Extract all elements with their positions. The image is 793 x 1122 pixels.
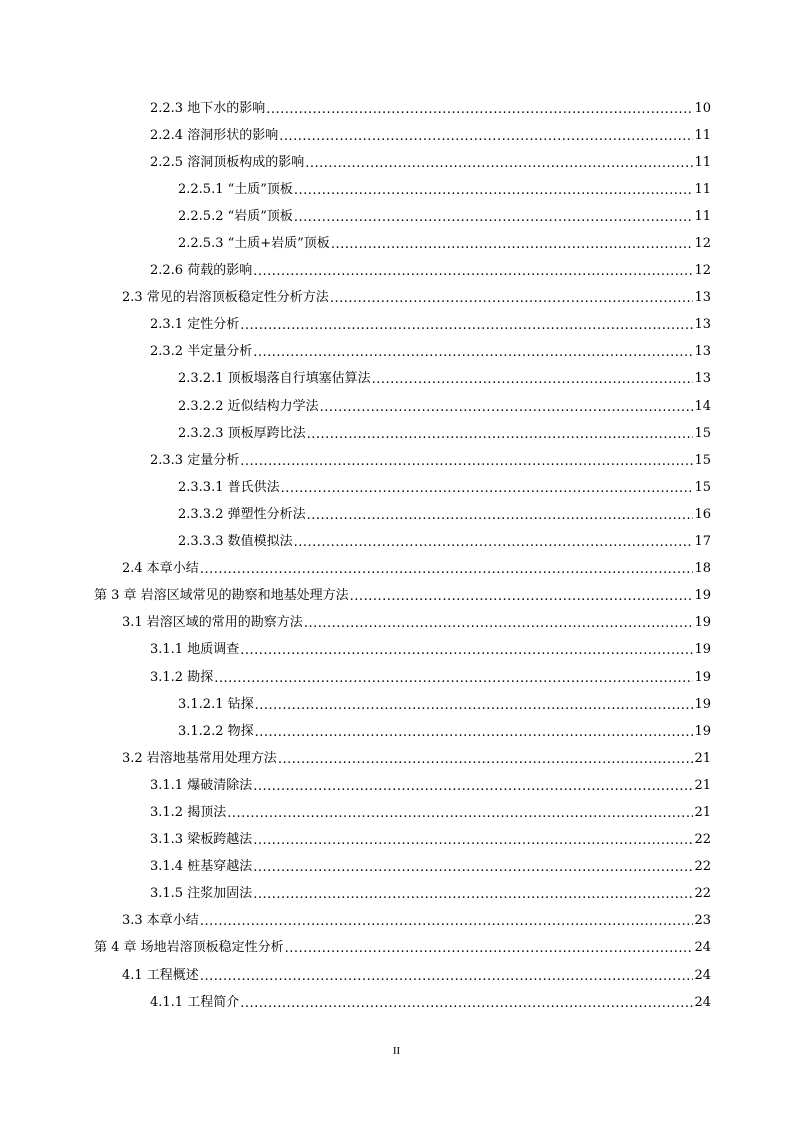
toc-entry-page: 18 bbox=[694, 561, 711, 577]
toc-dot-leader bbox=[200, 562, 694, 578]
toc-entry-label: 2.3.3.3 数值模拟法 bbox=[178, 534, 293, 550]
toc-entry[interactable] bbox=[0, 176, 793, 203]
toc-entry-label: 第 4 章 场地岩溶顶板稳定性分析 bbox=[94, 940, 284, 956]
toc-entry[interactable] bbox=[0, 203, 793, 230]
toc-dot-leader bbox=[305, 156, 693, 172]
toc-entry[interactable] bbox=[0, 366, 793, 393]
toc-dot-leader bbox=[214, 671, 693, 687]
toc-dot-leader bbox=[227, 806, 693, 822]
toc-entry[interactable] bbox=[0, 935, 793, 962]
toc-entry-page: 12 bbox=[694, 236, 711, 252]
toc-entry[interactable] bbox=[0, 556, 793, 583]
toc-entry-page: 15 bbox=[694, 479, 711, 495]
toc-entry[interactable] bbox=[0, 339, 793, 366]
table-of-contents bbox=[0, 95, 793, 1016]
toc-entry-label: 4.1.1 工程简介 bbox=[150, 994, 240, 1010]
toc-entry[interactable] bbox=[0, 474, 793, 501]
toc-dot-leader bbox=[253, 264, 693, 280]
toc-entry-label: 3.1.5 注浆加固法 bbox=[150, 886, 253, 902]
toc-entry[interactable] bbox=[0, 230, 793, 257]
toc-entry[interactable] bbox=[0, 881, 793, 908]
toc-entry-label: 2.2.3 地下水的影响 bbox=[150, 100, 266, 116]
toc-entry-page: 19 bbox=[694, 696, 711, 712]
toc-entry[interactable] bbox=[0, 447, 793, 474]
toc-entry[interactable] bbox=[0, 772, 793, 799]
toc-dot-leader bbox=[294, 183, 694, 199]
toc-dot-leader bbox=[255, 725, 694, 741]
toc-dot-leader bbox=[255, 698, 694, 714]
toc-entry-page: 24 bbox=[694, 940, 711, 956]
toc-dot-leader bbox=[294, 210, 694, 226]
toc-dot-leader bbox=[320, 400, 694, 416]
toc-entry-label: 2.4 本章小结 bbox=[122, 561, 199, 577]
toc-entry-label: 2.3.3.2 弹塑性分析法 bbox=[178, 506, 306, 522]
toc-entry-label: 3.1.4 桩基穿越法 bbox=[150, 859, 253, 875]
toc-entry[interactable] bbox=[0, 854, 793, 881]
toc-entry-label: 2.2.6 荷载的影响 bbox=[150, 263, 253, 279]
toc-entry[interactable] bbox=[0, 420, 793, 447]
toc-dot-leader bbox=[200, 914, 694, 930]
toc-entry[interactable] bbox=[0, 312, 793, 339]
toc-entry-page: 24 bbox=[694, 967, 711, 983]
toc-entry-label: 2.3.2 半定量分析 bbox=[150, 344, 253, 360]
toc-entry-page: 12 bbox=[694, 263, 711, 279]
toc-dot-leader bbox=[307, 427, 694, 443]
toc-entry-page: 11 bbox=[694, 208, 711, 224]
toc-entry[interactable] bbox=[0, 718, 793, 745]
toc-entry-label: 2.3.2.1 顶板塌落自行填塞估算法 bbox=[178, 371, 371, 387]
toc-dot-leader bbox=[304, 616, 694, 632]
toc-entry-label: 3.1.2 揭顶法 bbox=[150, 804, 227, 820]
toc-entry-page: 21 bbox=[694, 804, 711, 820]
toc-entry[interactable] bbox=[0, 691, 793, 718]
toc-entry-page: 22 bbox=[694, 886, 711, 902]
toc-dot-leader bbox=[330, 291, 694, 307]
toc-entry-page: 11 bbox=[694, 154, 711, 170]
toc-dot-leader bbox=[294, 535, 694, 551]
toc-entry-label: 3.1.2.1 钻探 bbox=[178, 696, 254, 712]
toc-entry-label: 3.1 岩溶区域的常用的勘察方法 bbox=[122, 615, 303, 631]
toc-entry[interactable] bbox=[0, 95, 793, 122]
toc-entry[interactable] bbox=[0, 962, 793, 989]
toc-entry-label: 3.1.1 地质调查 bbox=[150, 642, 240, 658]
toc-entry-label: 2.2.5.3 “土质+岩质”顶板 bbox=[178, 236, 330, 252]
toc-entry-label: 2.2.5.2 “岩质”顶板 bbox=[178, 208, 293, 224]
toc-entry[interactable] bbox=[0, 799, 793, 826]
toc-dot-leader bbox=[253, 833, 693, 849]
toc-entry[interactable] bbox=[0, 529, 793, 556]
toc-entry-label: 3.2 岩溶地基常用处理方法 bbox=[122, 750, 277, 766]
toc-dot-leader bbox=[331, 237, 694, 253]
toc-entry-page: 11 bbox=[694, 127, 711, 143]
toc-entry[interactable] bbox=[0, 122, 793, 149]
toc-entry-label: 第 3 章 岩溶区域常见的勘察和地基处理方法 bbox=[94, 588, 349, 604]
toc-entry-label: 2.2.4 溶洞形状的影响 bbox=[150, 127, 279, 143]
toc-entry-label: 2.3.1 定性分析 bbox=[150, 317, 240, 333]
toc-dot-leader bbox=[200, 969, 694, 985]
toc-dot-leader bbox=[372, 372, 694, 388]
toc-entry-page: 19 bbox=[694, 723, 711, 739]
toc-entry-label: 3.1.1 爆破清除法 bbox=[150, 777, 253, 793]
toc-entry-page: 19 bbox=[694, 588, 711, 604]
toc-entry-page: 13 bbox=[694, 344, 711, 360]
toc-entry-page: 24 bbox=[694, 994, 711, 1010]
toc-entry-label: 4.1 工程概述 bbox=[122, 967, 199, 983]
toc-entry-page: 19 bbox=[694, 615, 711, 631]
toc-dot-leader bbox=[281, 481, 694, 497]
toc-entry[interactable] bbox=[0, 637, 793, 664]
toc-entry-page: 22 bbox=[694, 832, 711, 848]
toc-dot-leader bbox=[253, 860, 693, 876]
toc-entry-page: 21 bbox=[694, 750, 711, 766]
toc-entry-label: 3.1.2 勘探 bbox=[150, 669, 214, 685]
toc-entry-page: 19 bbox=[694, 669, 711, 685]
toc-entry[interactable] bbox=[0, 610, 793, 637]
toc-entry[interactable] bbox=[0, 989, 793, 1016]
toc-entry-label: 2.3.3.1 普氏供法 bbox=[178, 479, 280, 495]
toc-dot-leader bbox=[240, 454, 693, 470]
toc-entry-label: 2.3.2.2 近似结构力学法 bbox=[178, 398, 319, 414]
toc-entry-label: 2.3.2.3 顶板厚跨比法 bbox=[178, 425, 306, 441]
toc-entry-label: 3.1.2.2 物探 bbox=[178, 723, 254, 739]
toc-entry-label: 3.1.3 梁板跨越法 bbox=[150, 832, 253, 848]
toc-dot-leader bbox=[285, 941, 694, 957]
toc-entry-page: 23 bbox=[694, 913, 711, 929]
toc-entry-page: 17 bbox=[694, 534, 711, 550]
toc-entry[interactable] bbox=[0, 285, 793, 312]
toc-entry-page: 13 bbox=[694, 371, 711, 387]
toc-dot-leader bbox=[240, 643, 693, 659]
toc-entry[interactable] bbox=[0, 745, 793, 772]
toc-dot-leader bbox=[278, 752, 694, 768]
toc-dot-leader bbox=[253, 345, 693, 361]
toc-entry[interactable] bbox=[0, 501, 793, 528]
toc-entry-label: 2.2.5 溶洞顶板构成的影响 bbox=[150, 154, 305, 170]
toc-dot-leader bbox=[350, 589, 694, 605]
toc-entry-page: 14 bbox=[694, 398, 711, 414]
toc-dot-leader bbox=[307, 508, 694, 524]
toc-dot-leader bbox=[240, 996, 693, 1012]
toc-entry-page: 21 bbox=[694, 777, 711, 793]
toc-entry-page: 15 bbox=[694, 452, 711, 468]
toc-entry-label: 2.3.3 定量分析 bbox=[150, 452, 240, 468]
toc-dot-leader bbox=[240, 318, 693, 334]
toc-entry[interactable] bbox=[0, 393, 793, 420]
toc-entry-page: 13 bbox=[694, 290, 711, 306]
toc-entry-page: 11 bbox=[694, 181, 711, 197]
toc-entry-page: 15 bbox=[694, 425, 711, 441]
toc-entry-label: 2.2.5.1 “土质”顶板 bbox=[178, 181, 293, 197]
toc-dot-leader bbox=[266, 102, 693, 118]
toc-entry-page: 22 bbox=[694, 859, 711, 875]
toc-entry-page: 19 bbox=[694, 642, 711, 658]
toc-dot-leader bbox=[253, 887, 693, 903]
toc-entry[interactable] bbox=[0, 908, 793, 935]
toc-entry[interactable] bbox=[0, 258, 793, 285]
toc-entry[interactable] bbox=[0, 583, 793, 610]
toc-entry[interactable] bbox=[0, 149, 793, 176]
toc-entry-page: 16 bbox=[694, 506, 711, 522]
toc-dot-leader bbox=[279, 129, 693, 145]
toc-entry-label: 3.3 本章小结 bbox=[122, 913, 199, 929]
toc-entry-label: 2.3 常见的岩溶顶板稳定性分析方法 bbox=[122, 290, 329, 306]
toc-entry-page: 10 bbox=[694, 100, 711, 116]
toc-entry[interactable] bbox=[0, 664, 793, 691]
toc-dot-leader bbox=[253, 779, 693, 795]
page-number: II bbox=[392, 1045, 401, 1057]
toc-entry[interactable] bbox=[0, 827, 793, 854]
toc-entry-page: 13 bbox=[694, 317, 711, 333]
